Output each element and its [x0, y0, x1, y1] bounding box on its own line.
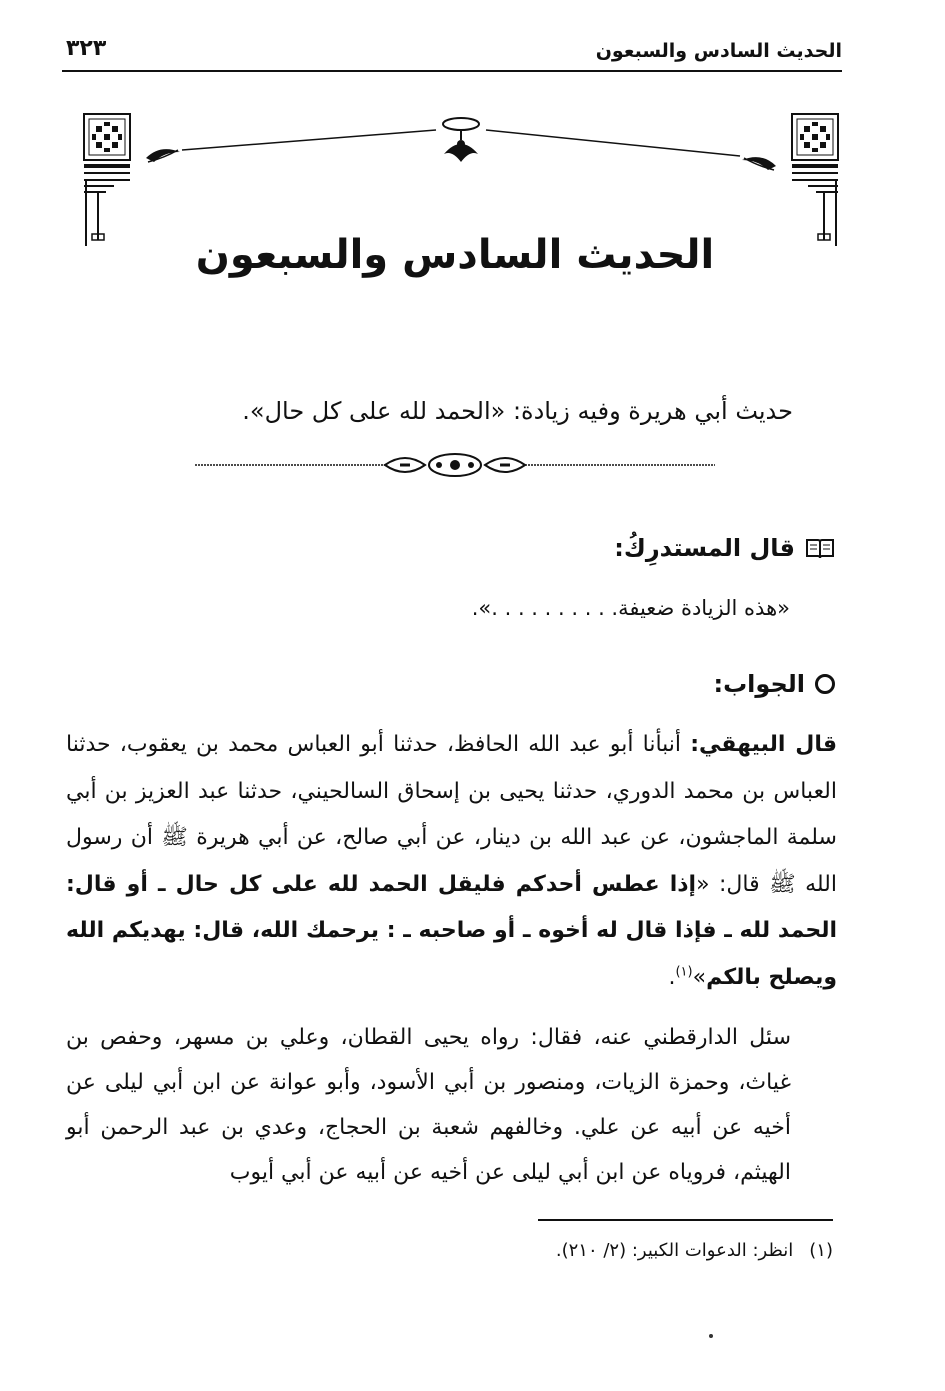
bayhaqi-lead: قال البيهقي: — [690, 732, 837, 757]
isnad-text: أنبأنا أبو عبد الله الحافظ، حدثنا أبو العباس محمد بن يعقوب، حدثنا العباس بن محمد الدوري، حدثنا يحيى بن إسحاق السالحيني، حدثنا عبد العزيز بن أبي سلمة الماجشون، عن عبد الله بن دينار، عن أبي صالح، عن أبي هريرة ﷺ أن رسول الله ﷺ قال: « — [66, 732, 837, 897]
answer-paragraph-2 — [66, 1015, 837, 1195]
mustadrik-heading — [614, 534, 835, 562]
footnote — [556, 1240, 833, 1261]
footnote-text: انظر: الدعوات الكبير: (٢/ ٢١٠). — [555, 1240, 794, 1261]
running-title: الحديث السادس والسبعون — [595, 40, 842, 62]
open-book-icon — [805, 536, 835, 560]
mustadrik-heading-text: قال المستدرِكُ: — [614, 534, 795, 562]
mustadrik-quote: «هذه الزيادة ضعيفة. . . . . . . . . .». — [471, 596, 790, 620]
hadith-summary: حديث أبي هريرة وفيه زيادة: «الحمد لله على كل حال». — [242, 397, 793, 425]
daraqutni-text: سئل الدارقطني عنه، فقال: رواه يحيى القطان، وعلي بن مسهر، وحفص بن غياث، وحمزة الزيات، ومنصور بن أبي الأسود، وأبو عوانة عن ابن أبي ليلى عن أخيه عن أبيه عن علي. وخالفهم شعبة بن الحجاج، وعدي بن عبد الرحمن أبو الهيثم، فروياه عن ابن أبي ليلى عن أخيه عن أبيه عن أبي أيوب — [66, 1025, 791, 1185]
running-header — [62, 30, 842, 72]
footnote-rule — [538, 1219, 833, 1221]
circle-icon — [815, 674, 835, 694]
speck — [709, 1334, 713, 1338]
ornamental-divider — [195, 448, 715, 482]
quote-close: » — [692, 964, 707, 990]
page-number: ٣٢٣ — [66, 36, 107, 61]
chapter-title: الحديث السادس والسبعون — [195, 232, 715, 278]
footnote-ref: (١) — [675, 964, 693, 980]
footnote-number: (١) — [809, 1240, 833, 1261]
answer-heading — [713, 670, 835, 698]
sentence-end: . — [668, 964, 676, 990]
answer-heading-text: الجواب: — [713, 670, 805, 698]
answer-paragraph-1 — [66, 722, 837, 1001]
hadith-text: إذا عطس أحدكم فليقل الحمد لله على كل حال ـ أو قال: الحمد لله ـ فإذا قال له أخوه ـ أو صاحبه ـ : يرحمك الله، قال: يهديكم الله ويصلح بالكم — [66, 871, 837, 990]
